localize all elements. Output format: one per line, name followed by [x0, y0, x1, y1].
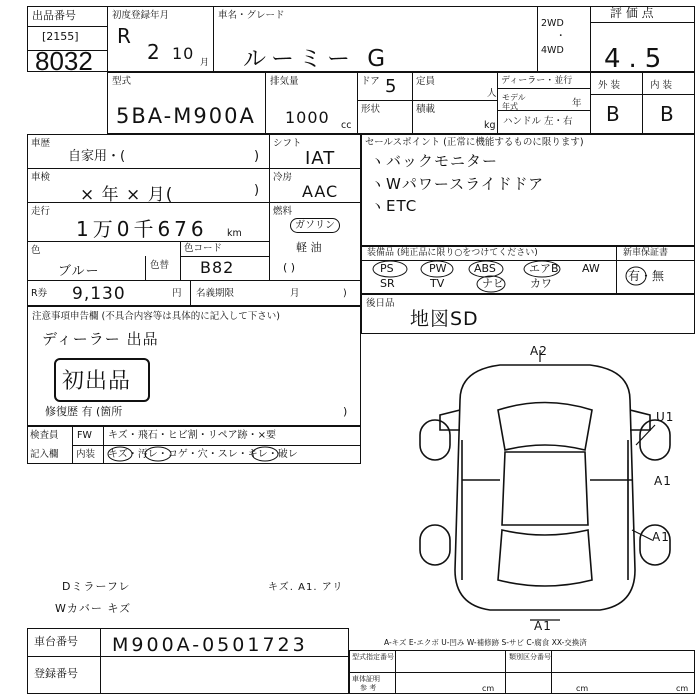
warranty-label: 新車保証書 — [623, 248, 669, 258]
displacement-value: 1000 — [285, 108, 330, 127]
drive-4wd: 4WD — [541, 45, 564, 56]
inspection-close: ) — [254, 183, 260, 198]
fuel-light-oil: 軽 油 — [296, 241, 322, 254]
selling-point-3: ヽETC — [370, 197, 418, 215]
yen-unit: 円 — [172, 288, 182, 299]
color-no-label: 色替 — [150, 260, 170, 271]
month-unit: 月 — [200, 58, 210, 68]
history-label: 車歴 — [31, 138, 51, 149]
shift-label: シフト — [273, 138, 302, 149]
registration-label: 登録番号 — [34, 667, 78, 680]
model-label: 型式 — [112, 76, 132, 87]
repair-label: 修復歴 有 (箇所 — [45, 405, 123, 418]
diagram-mark-a2: A2 — [530, 344, 548, 358]
equip-abs: ABS — [474, 262, 496, 275]
fw-defects: キズ・飛石・ヒビ割・リペア跡・×要 — [108, 430, 276, 441]
first-registration-label: 初度登録年月 — [112, 10, 170, 21]
equip-pw: PW — [429, 262, 447, 275]
color-code-label: 色コード — [184, 243, 223, 254]
aircon-value: AAC — [302, 182, 339, 201]
lot-number: 8032 — [35, 46, 93, 76]
chassis-value: M900A-0501723 — [112, 634, 308, 656]
cm-unit-3: cm — [676, 684, 689, 693]
fuel-label: 燃料 — [273, 206, 293, 217]
damage-legend: A-キズ E-エクボ U-凹み W-補修跡 S-サビ C-腐食 XX-交換済 — [384, 638, 587, 647]
chassis-label: 車台番号 — [34, 635, 78, 648]
notes-label: 注意事項申告欄 (不具合内容等は具体的に記入して下さい) — [32, 311, 280, 322]
exterior-label: 外 装 — [598, 80, 621, 91]
equip-leather: カワ — [530, 277, 552, 290]
cc-unit: cc — [341, 120, 352, 131]
load-label: 積載 — [416, 104, 436, 115]
aircon-label: 冷房 — [273, 172, 293, 183]
lot-label: 出品番号 — [32, 9, 76, 22]
fuel-gasoline: ガソリン — [290, 218, 340, 233]
equip-ps: PS — [380, 262, 394, 275]
recycle-label: R券 — [31, 288, 48, 299]
handle-label: ハンドル 左・右 — [503, 116, 573, 127]
equip-tv: TV — [430, 277, 445, 290]
inspection-label: 車検 — [31, 172, 51, 183]
mileage-label: 走行 — [31, 206, 51, 217]
expiry-close: ) — [343, 288, 347, 299]
equip-navi: ナビ — [482, 277, 504, 290]
selling-point-2: ヽWパワースライドドア — [370, 175, 545, 193]
body-cert-label: 車体証明 — [352, 675, 380, 683]
diagram-mark-u1: U1 — [656, 410, 675, 424]
diagram-mark-a1-rear: A1 — [652, 530, 670, 544]
km-unit: km — [227, 228, 242, 239]
shift-value: IAT — [305, 148, 336, 169]
reference-label: 参 考 — [360, 684, 377, 692]
hand-note-3: キズ. A1. アリ — [268, 582, 344, 593]
equip-airbag: エアB — [529, 262, 559, 275]
expiry-label: 名義期限 — [196, 288, 235, 299]
diagram-mark-a1-right: A1 — [654, 474, 672, 488]
aftermarket-label: 後日品 — [366, 298, 395, 309]
model-year-label: モデル 年式 — [502, 93, 526, 111]
history-close: ) — [254, 149, 260, 164]
aftermarket-value: 地図SD — [410, 308, 479, 330]
kg-unit: kg — [484, 120, 496, 131]
warranty-options: 有・無 — [628, 269, 665, 283]
first-registration-year: 2 — [147, 40, 161, 64]
interior-defects: キズ・汚レ・コゲ・穴・スレ・キレ・破レ — [108, 449, 298, 460]
cm-unit-1: cm — [482, 684, 495, 693]
color-label: 色 — [31, 245, 41, 256]
exterior-grade: B — [606, 102, 621, 126]
interior-short-label: 内装 — [76, 449, 96, 460]
lot-code: [2155] — [42, 30, 79, 43]
inspector-label: 検査員 — [30, 430, 59, 441]
first-registration-month: 10 — [172, 44, 195, 63]
type-cert-label: 型式指定番号 — [352, 653, 394, 661]
car-diagram — [400, 340, 690, 640]
class-label: 類別区分番号 — [509, 653, 551, 661]
model-code: 5BA-M900A — [116, 104, 256, 128]
diagram-mark-a1-bottom: A1 — [534, 619, 552, 633]
year-unit: 年 — [572, 98, 582, 109]
drive-dot: ・ — [556, 31, 566, 42]
recycle-value: 9,130 — [72, 284, 126, 304]
shape-label: 形状 — [361, 104, 381, 115]
repair-close: ) — [343, 405, 348, 418]
color-code-value: B82 — [200, 258, 235, 277]
selling-points-label: セールスポイント (正常に機能するものに限ります) — [365, 137, 584, 148]
fuel-other: ( ) — [283, 261, 296, 274]
capacity-unit: 人 — [487, 88, 497, 99]
car-name-label: 車名・グレード — [218, 10, 285, 21]
score-label: 評 価 点 — [610, 6, 654, 20]
doors-value: 5 — [385, 76, 398, 97]
notes-line-1: ディーラー 出品 — [42, 330, 159, 348]
capacity-label: 定員 — [416, 76, 436, 87]
defect-circles — [100, 444, 360, 464]
interior-grade: B — [660, 102, 675, 126]
doors-label: ドア — [361, 76, 380, 87]
score-value: 4.5 — [604, 44, 670, 74]
interior-label: 内 装 — [650, 80, 673, 91]
equip-sr: SR — [380, 277, 395, 290]
mileage-value: 1万0千676 — [76, 217, 208, 241]
first-registration-era: R — [117, 24, 132, 48]
displacement-label: 排気量 — [270, 76, 299, 87]
hand-note-1: Dミラーフレ — [62, 580, 131, 593]
hand-note-2: Wカバー キズ — [55, 602, 132, 615]
history-value: 自家用・( — [68, 149, 126, 164]
color-value: ブルー — [58, 264, 100, 279]
selling-point-1: ヽバックモニター — [370, 152, 499, 170]
entry-label: 記入欄 — [30, 449, 59, 460]
dealer-label: ディーラー・並行 — [501, 76, 573, 86]
inspection-value: × 年 × 月( — [80, 185, 174, 205]
cm-unit-2: cm — [576, 684, 589, 693]
equipment-circles — [361, 258, 695, 298]
expiry-month: 月 — [290, 288, 300, 299]
drive-2wd: 2WD — [541, 18, 564, 29]
notes-line-2: 初出品 — [62, 369, 132, 394]
equip-aw: AW — [582, 262, 600, 275]
car-name: ルーミー G — [243, 46, 391, 72]
equipment-label: 装備品 (純正品に限り○をつけてください) — [367, 248, 538, 258]
fw-label: FW — [77, 430, 92, 441]
